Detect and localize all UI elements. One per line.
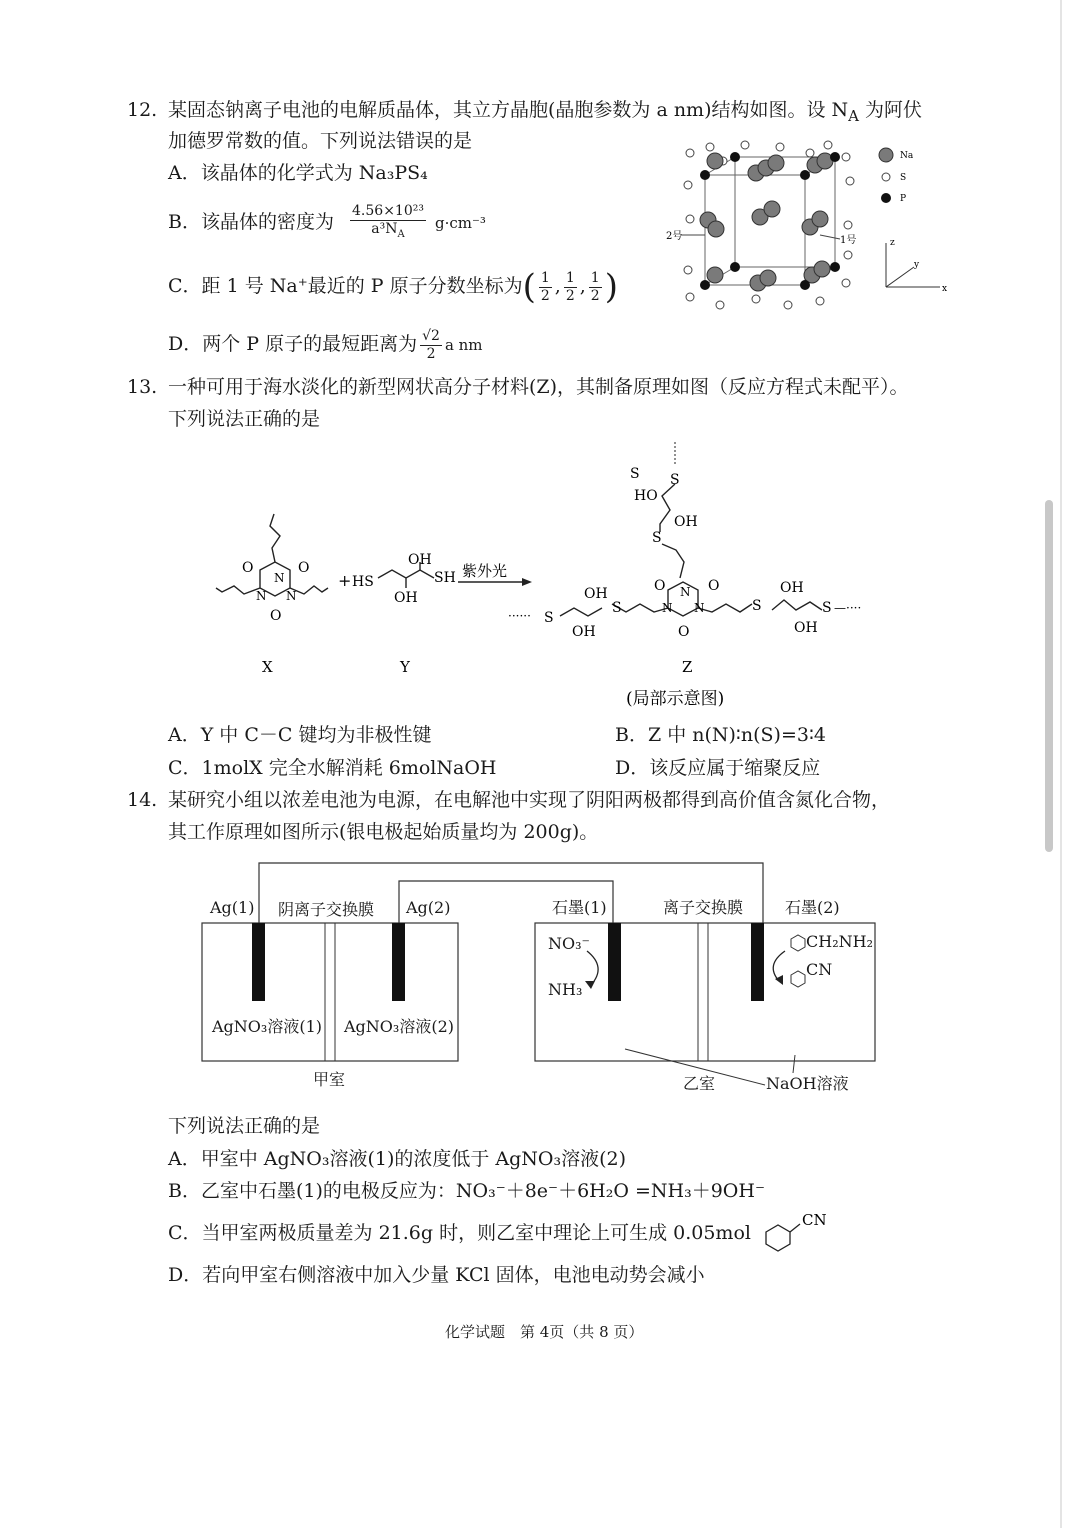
label-graphite1: 石墨(1) [552,898,607,917]
label-solution1: AgNO₃溶液(1) [212,1017,322,1036]
q14-option-d: D．若向甲室右侧溶液中加入少量 KCl 固体，电池电动势会减小 [168,1264,705,1286]
cn-bond [790,1224,800,1232]
axis-x-label: x [942,284,948,294]
z-atom-oh-upper: OH [674,514,698,530]
q14-stem-line2: 其工作原理如图所示(银电极起始质量均为 200g)。 [168,821,599,843]
reduction-arrow [587,951,598,985]
z-atom-s-upper: S [652,530,662,546]
graphite2-electrode [751,923,764,1001]
q14-number: 14. [127,789,158,811]
legend-na-swatch [879,148,893,162]
z-atom-o-bottom: O [678,624,690,640]
q13-stem-line2: 下列说法正确的是 [168,408,321,430]
axis-z-label: z [890,238,895,248]
partial-diagram-caption: (局部示意图) [626,689,725,709]
q12-option-a: A．该晶体的化学式为 Na₃PS₄ [168,162,428,184]
oxidation-arrow [773,951,785,981]
z-atom-n-left: N [662,601,673,615]
distance-num: √2 [422,327,440,344]
q12-stem-line1 [168,97,922,129]
legend-s-label: S [900,173,907,183]
density-den-text: a³N [371,221,398,238]
label-no3: NO₃⁻ [548,934,590,953]
electrochemical-cell-diagram [195,855,885,1100]
q12-option-d-text: D．两个 P 原子的最短距离为 [168,333,418,355]
z-dots-left: ······ [508,609,531,623]
label-x: X [262,658,273,676]
q14-option-a: A．甲室中 AgNO₃溶液(1)的浓度低于 AgNO₃溶液(2) [168,1148,627,1170]
q12-number: 12. [127,99,158,121]
plus-sign: + [338,571,352,590]
z-atom-s-r: S [752,598,762,614]
label-1: 1号 [840,235,857,246]
naoh-pointer-2 [793,1055,795,1073]
q13-option-d: D．该反应属于缩聚反应 [615,757,821,779]
q13-stem-line1: 一种可用于海水淡化的新型网状高分子材料(Z)，其制备原理如图（反应方程式未配平）。 [168,376,909,398]
label-2: 2号 [666,231,683,242]
density-den-sub: A [397,228,405,240]
q12-density-fraction [350,203,426,243]
distance-unit: a nm [444,336,483,354]
q12-stem-text: 某固态钠离子电池的电解质晶体，其立方晶胞(晶胞参数为 a nm)结构如图。设 N [168,99,849,121]
reduction-arrowhead [585,981,595,989]
z-atom-n-right: N [694,601,705,615]
z-atom-oh-l2: OH [572,624,596,640]
label-y: Y [400,658,410,676]
label-ag2: Ag(2) [406,898,451,917]
q13-option-a: A．Y 中 C－C 键均为非极性键 [168,724,432,746]
z-atom-oh-l1: OH [584,586,608,602]
label-graphite2: 石墨(2) [785,898,840,917]
axis-y-label: y [914,260,920,270]
reaction-scheme [200,440,880,715]
label-anion-membrane: 阴离子交换膜 [278,900,375,919]
x-atom-n-left: N [256,589,267,603]
benzene-ring-icon [791,935,805,951]
ag1-electrode [252,923,265,1001]
z-atom-n-top: N [680,585,691,599]
z-atom-s-left: S [544,610,554,626]
x-atom-n-top: N [274,571,285,585]
crystal-cell-diagram [660,135,960,320]
q12-stem-line2: 加德罗常数的值。下列说法错误的是 [168,130,473,152]
label-ag1: Ag(1) [210,898,255,917]
coord-x [539,270,552,305]
coord-y [564,270,577,305]
benzonitrile-structure [760,1208,832,1252]
coord-z-num: 1 [590,269,600,286]
y-atom-oh-bottom: OH [394,590,418,606]
arrow-label: 紫外光 [462,562,508,580]
label-cn: CN [806,960,833,979]
coord-z [589,270,602,305]
benzene-ring-icon-2 [791,971,805,987]
benzene-ring-icon-3 [766,1225,790,1251]
q14-option-c: C．当甲室两极质量差为 21.6g 时，则乙室中理论上可生成 0.05mol [168,1222,751,1244]
q12-option-b [168,202,486,243]
density-denominator [350,221,426,243]
z-atom-s-l: S [612,600,622,616]
q13-option-c: C．1molX 完全水解消耗 6molNaOH [168,757,497,779]
q14-stem-line1: 某研究小组以浓差电池为电源，在电解池中实现了阴阳两极都得到高价值含氮化合物， [168,789,891,811]
q12-option-c-text: C．距 1 号 Na⁺最近的 P 原子分数坐标为 [168,275,523,297]
scrollbar[interactable] [1045,500,1053,852]
y-atom-hs: HS [352,574,374,590]
q13-option-b: B．Z 中 n(N)∶n(S)=3∶4 [615,724,826,746]
q12-option-c: C．距 1 号 Na⁺最近的 P 原子分数坐标为( $\frac{1}{2}$ , $\frac{1}{2}$ , $\frac{1}{2}$ ) [168,267,618,307]
label-naoh: NaOH溶液 [766,1074,849,1093]
legend-na-label: Na [900,151,914,161]
coord-z-den: 2 [590,287,600,304]
distance-fraction [420,328,442,363]
page-footer: 化学试题 第 4页（共 8 页） [445,1323,644,1341]
y-atom-oh-top: OH [408,552,432,568]
z-atom-o-right: O [708,578,720,594]
coord-y-num: 1 [565,269,575,286]
z-atom-s-right: S [822,600,832,616]
z-atom-s-chain: S [670,472,680,488]
axes-icon [886,243,940,287]
legend-p-swatch [881,193,891,203]
na-atoms [700,153,833,291]
z-atom-ho: HO [634,488,658,504]
label-room-yi: 乙室 [683,1074,716,1093]
y-atom-sh: SH [434,570,456,586]
x-atom-o-bottom: O [270,608,282,624]
z-atom-s-top: S [630,466,640,482]
coord-y-den: 2 [565,287,575,304]
coord-x-num: 1 [540,269,550,286]
density-numerator: 4.56×10²³ [352,203,424,220]
distance-den: 2 [426,345,436,362]
molecule-x [216,514,328,596]
label-ion-membrane: 离子交换膜 [663,898,744,917]
label-z: Z [682,658,693,676]
x-atom-o-left: O [242,560,254,576]
q14-prompt: 下列说法正确的是 [168,1115,321,1137]
label-ch2nh2: CH₂NH₂ [806,932,873,951]
label-room-jia: 甲室 [313,1070,346,1089]
q14-option-b: B．乙室中石墨(1)的电极反应为：NO₃⁻＋8e⁻＋6H₂O =NH₃＋9OH⁻ [168,1180,765,1202]
label-solution2: AgNO₃溶液(2) [344,1017,454,1036]
reaction-arrowhead [522,578,532,586]
x-atom-o-right: O [298,560,310,576]
x-atom-n-right: N [286,589,297,603]
jia-chamber [202,923,458,1061]
z-atom-oh-r2: OH [794,620,818,636]
coord-x-den: 2 [540,287,550,304]
label-1-pointer [820,235,840,239]
label-nh3: NH₃ [548,980,583,999]
z-atom-oh-r1: OH [780,580,804,596]
q12-option-d [168,324,483,365]
benzonitrile-cn-label: CN [802,1211,827,1229]
z-dots-right: —···· [834,601,862,615]
left-paren: ( [522,267,536,307]
ag2-electrode [392,923,405,1001]
z-atom-o-left: O [654,578,666,594]
q12-option-b-text: B．该晶体的密度为 [168,211,334,233]
q13-number: 13. [127,376,158,398]
legend-p-label: P [900,194,907,204]
legend-s-swatch [882,173,890,181]
graphite1-electrode [608,923,621,1001]
density-unit: g·cm⁻³ [435,214,486,232]
page-edge [1060,0,1062,1528]
q12-na-sub: A [848,106,859,125]
q12-stem-end: 为阿伏 [859,99,923,121]
right-paren: ) [604,267,618,307]
